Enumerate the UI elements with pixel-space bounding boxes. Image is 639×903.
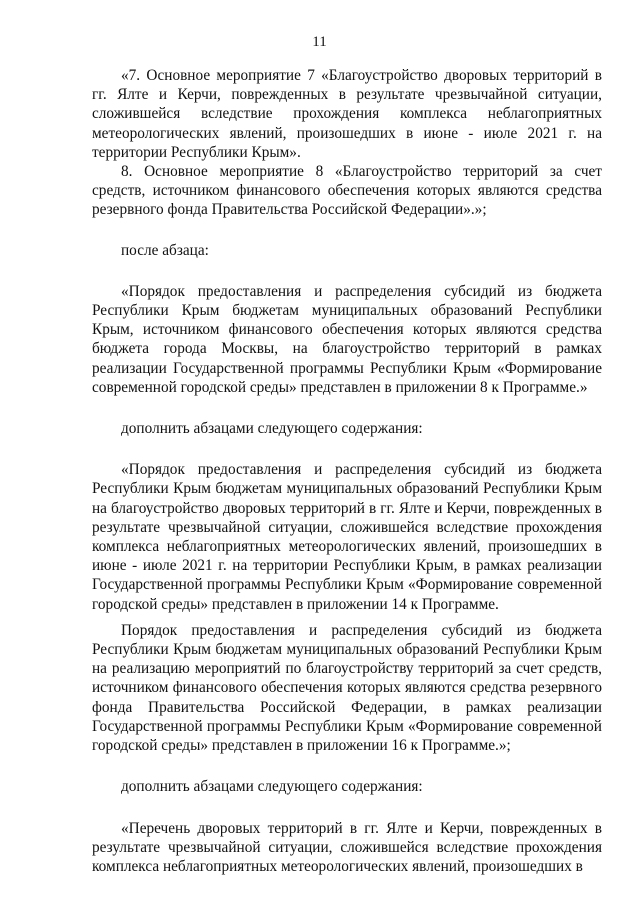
paragraph-procedure-moscow-budget: «Порядок предоставления и распределения субсидий из бюджета Республики Крым бюджетам муниципальных образований Республики Крым, источником финансового обеспечения которых являются средства бюджета города Москвы, на благоустройство территорий в рамках реализации Государственной программы Республики Крым «Формирование современной городской среды» представлен в приложении 8 к Программе.» [92, 282, 602, 396]
paragraph-list-yard-territories: «Перечень дворовых территорий в гг. Ялте и Керчи, поврежденных в результате чрезвычайной ситуации, сложившейся вследствие прохождения комплекса неблагоприятных метеорологических явлений, произошедших в [92, 819, 602, 875]
paragraph-procedure-reserve-fund: Порядок предоставления и распределения субсидий из бюджета Республики Крым бюджетам муниципальных образований Республики Крым на реализацию мероприятий по благоустройству территорий за счет средств, источником финансового обеспечения которых являются средства резервного фонда Правительства Российской Федерации, в рамках реализации Государственной программы Республики Крым «Формирование современной городской среды» представлен в приложении 16 к Программе.»; [92, 621, 602, 755]
document-body [92, 66, 602, 876]
paragraph-supplement-instruction-2: дополнить абзацами следующего содержания: [121, 778, 423, 796]
paragraph-after-clause: после абзаца: [121, 241, 209, 259]
paragraph-main-activity-7: «7. Основное мероприятие 7 «Благоустройство дворовых территорий в гг. Ялте и Керчи, поврежденных в результате чрезвычайной ситуации, сложившейся вследствие прохождения комплекса неблагоприятных метеорологических явлений, произошедших в июне - июле 2021 г. на территории Республики Крым». [92, 67, 602, 161]
page-number: 11 [312, 34, 327, 50]
paragraph-supplement-instruction-1: дополнить абзацами следующего содержания: [121, 420, 423, 438]
paragraph-main-activity-8: 8. Основное мероприятие 8 «Благоустройство территорий за счет средств, источником финансового обеспечения которых являются средства резервного фонда Правительства Российской Федерации».»; [92, 163, 602, 219]
paragraph-procedure-yalta-kerch: «Порядок предоставления и распределения субсидий из бюджета Республики Крым бюджетам муниципальных образований Республики Крым на благоустройство дворовых территорий в гг. Ялте и Керчи, поврежденных в результате чрезвычайной ситуации, сложившейся вследствие прохождения комплекса неблагоприятных метеорологических явлений, произошедших в июне - июле 2021 г. на территории Республики Крым, в рамках реализации Государственной программы Республики Крым «Формирование современной городской среды» представлен в приложении 14 к Программе. [92, 461, 602, 613]
